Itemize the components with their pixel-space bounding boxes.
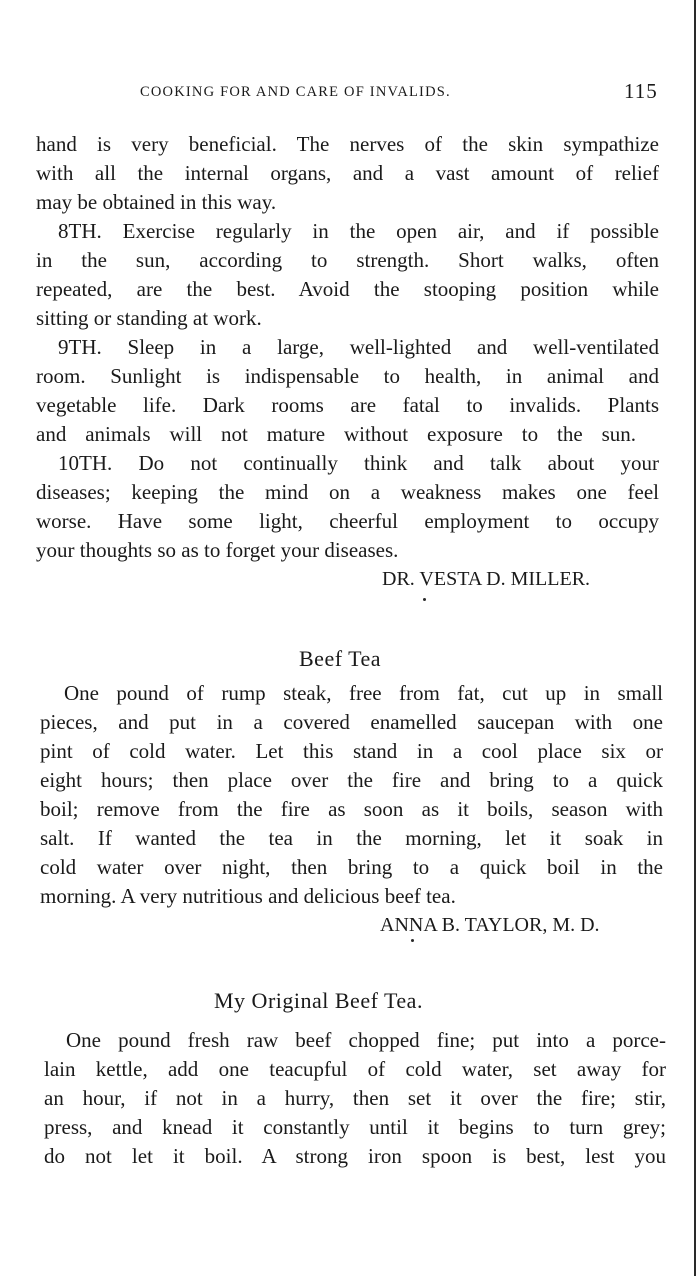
text-line: an hour, if not in a hurry, then set it over the fire; stir, (44, 1086, 666, 1110)
rule-10-line: 10TH. Do not continually think and talk about your (58, 451, 659, 475)
section-heading: Beef Tea (299, 646, 382, 671)
text-line: hand is very beneficial. The nerves of the skin sympathize (36, 132, 659, 156)
text-line: morning. A very nutritious and delicious beef tea. (40, 884, 456, 908)
text-line: repeated, are the best. Avoid the stooping position while (36, 277, 659, 301)
page-number: 115 (624, 79, 658, 103)
section-heading: My Original Beef Tea. (214, 988, 423, 1013)
text-line: your thoughts so as to forget your diseases. (36, 538, 399, 562)
text-line: One pound fresh raw beef chopped fine; put into a porce- (66, 1028, 666, 1052)
text-line: room. Sunlight is indispensable to health, in animal and (36, 364, 659, 388)
page-edge-rule (694, 0, 696, 1276)
rule-8-line: 8TH. Exercise regularly in the open air, and if possible (58, 219, 659, 243)
text-line: vegetable life. Dark rooms are fatal to invalids. Plants (36, 393, 659, 417)
signature: ANNA B. TAYLOR, M. D. (380, 914, 600, 936)
running-head: COOKING FOR AND CARE OF INVALIDS. (140, 84, 451, 100)
rule-9-line: 9TH. Sleep in a large, well-lighted and well-ventilated (58, 335, 659, 359)
text-line: with all the internal organs, and a vast amount of relief (36, 161, 659, 185)
text-line: in the sun, according to strength. Short walks, often (36, 248, 659, 272)
text-line: eight hours; then place over the fire and bring to a quick (40, 768, 663, 792)
text-line: do not let it boil. A strong iron spoon is best, lest you (44, 1144, 666, 1168)
text-line: pieces, and put in a covered enamelled saucepan with one (40, 710, 663, 734)
text-line: One pound of rump steak, free from fat, cut up in small (64, 681, 663, 705)
text-line: sitting or standing at work. (36, 306, 262, 330)
ornament-dot (411, 939, 414, 942)
text-line: press, and knead it constantly until it begins to turn grey; (44, 1115, 666, 1139)
ornament-dot (423, 598, 426, 601)
text-line: lain kettle, add one teacupful of cold water, set away for (44, 1057, 666, 1081)
text-line: pint of cold water. Let this stand in a cool place six or (40, 739, 663, 763)
text-line: cold water over night, then bring to a quick boil in the (40, 855, 663, 879)
text-line: and animals will not mature without exposure to the sun. (36, 422, 636, 446)
text-line: worse. Have some light, cheerful employment to occupy (36, 509, 659, 533)
text-line: boil; remove from the fire as soon as it boils, season with (40, 797, 663, 821)
text-line: diseases; keeping the mind on a weakness makes one feel (36, 480, 659, 504)
text-line: may be obtained in this way. (36, 190, 277, 214)
text-line: salt. If wanted the tea in the morning, let it soak in (40, 826, 663, 850)
signature: DR. VESTA D. MILLER. (382, 568, 591, 590)
